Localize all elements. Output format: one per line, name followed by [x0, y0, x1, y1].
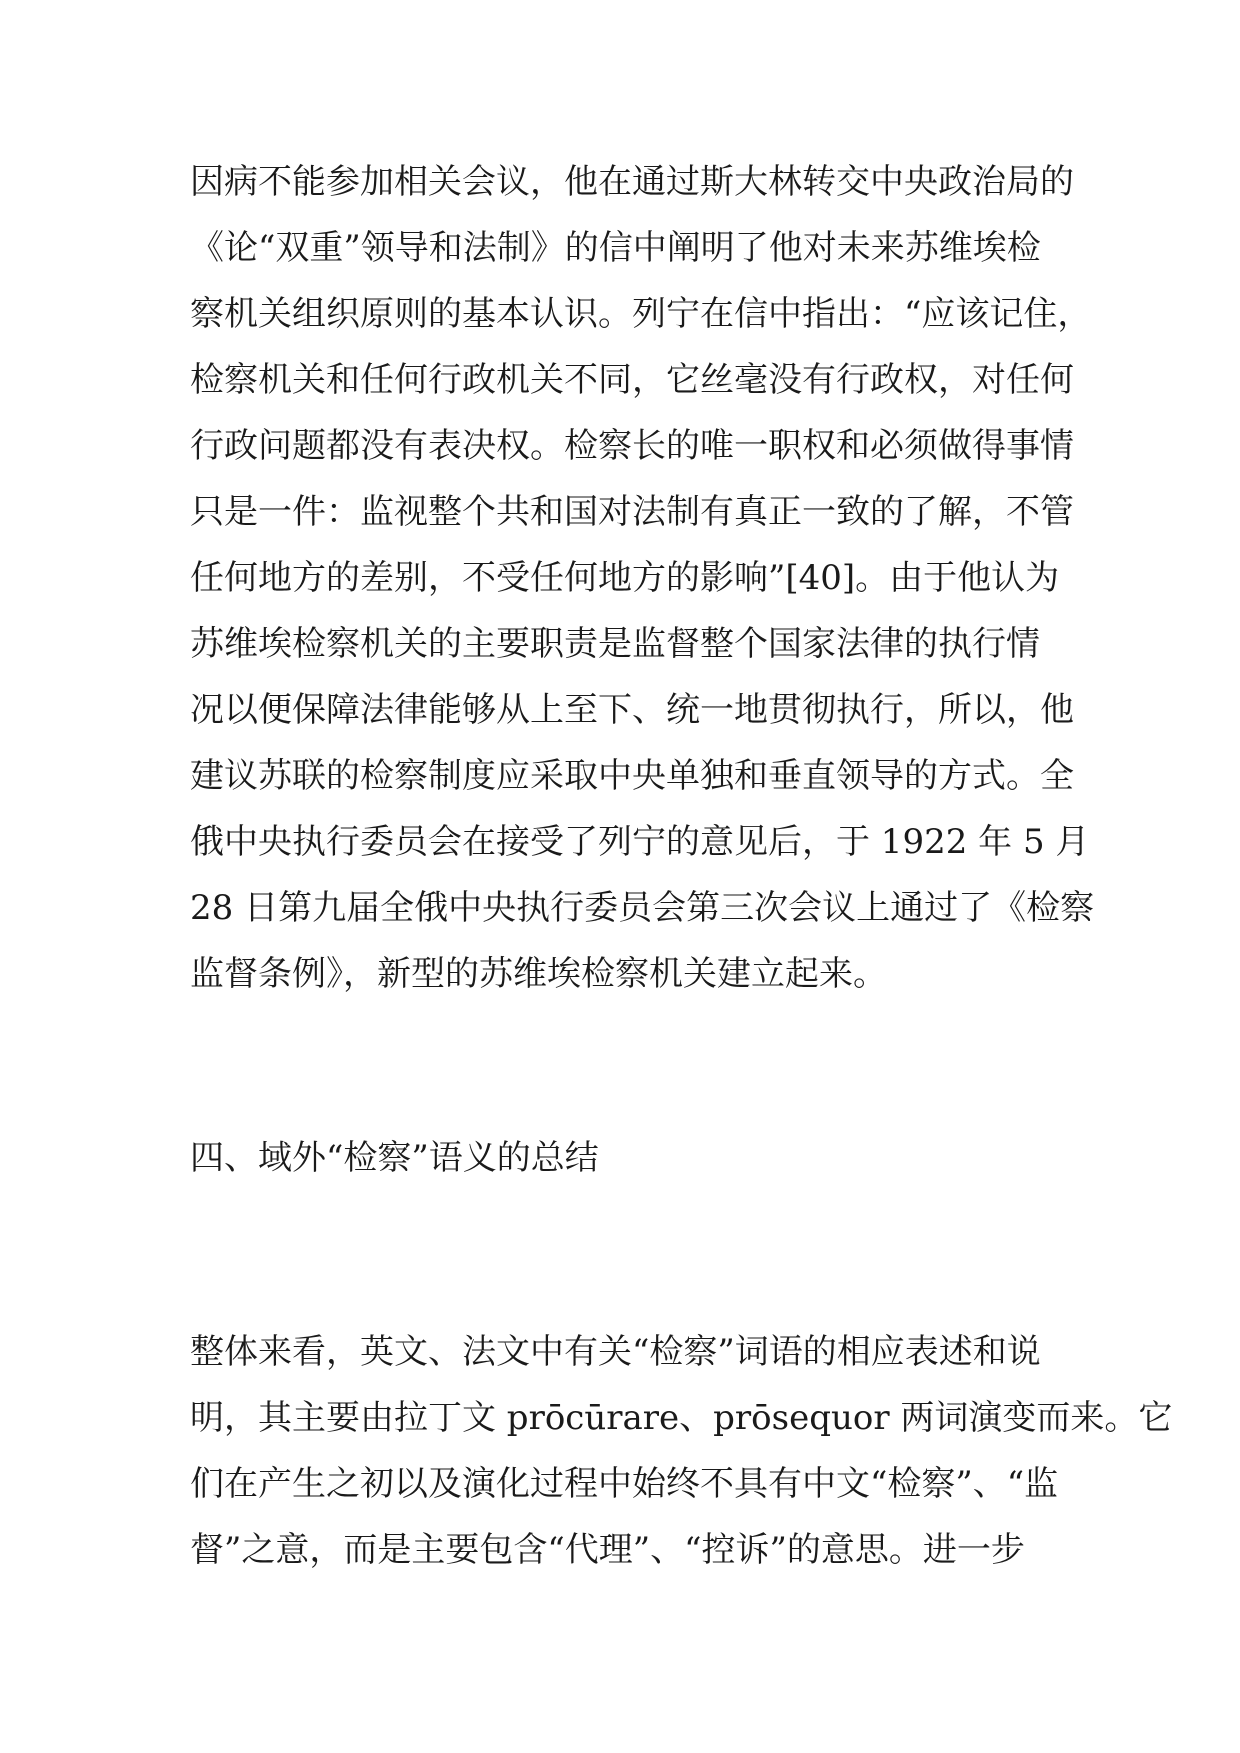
paragraph-line: 俄中央执行委员会在接受了列宁的意见后，于 1922 年 5 月	[190, 822, 1090, 862]
section-heading: 四、域外“检察”语义的总结	[190, 1138, 599, 1178]
paragraph-line: 整体来看，英文、法文中有关“检察”词语的相应表述和说	[190, 1332, 1041, 1372]
paragraph-line: 明，其主要由拉丁文 prōcūrare、prōsequor 两词演变而来。它	[190, 1398, 1173, 1438]
paragraph-line: 苏维埃检察机关的主要职责是监督整个国家法律的执行情	[190, 624, 1040, 664]
paragraph-line: 《论“双重”领导和法制》的信中阐明了他对未来苏维埃检	[190, 228, 1041, 268]
paragraph-line: 督”之意，而是主要包含“代理”、“控诉”的意思。进一步	[190, 1530, 1025, 1570]
paragraph-line: 28 日第九届全俄中央执行委员会第三次会议上通过了《检察	[190, 888, 1095, 928]
paragraph-line: 们在产生之初以及演化过程中始终不具有中文“检察”、“监	[190, 1464, 1059, 1504]
paragraph-line: 检察机关和任何行政机关不同，它丝毫没有行政权，对任何	[190, 360, 1074, 400]
paragraph-line: 因病不能参加相关会议，他在通过斯大林转交中央政治局的	[190, 162, 1074, 202]
paragraph-line: 任何地方的差别，不受任何地方的影响”[40]。由于他认为	[190, 558, 1060, 598]
paragraph-line: 只是一件：监视整个共和国对法制有真正一致的了解，不管	[190, 492, 1074, 532]
paragraph-line: 况以便保障法律能够从上至下、统一地贯彻执行，所以，他	[190, 690, 1074, 730]
paragraph-line: 建议苏联的检察制度应采取中央单独和垂直领导的方式。全	[190, 756, 1074, 796]
paragraph-line: 行政问题都没有表决权。检察长的唯一职权和必须做得事情	[190, 426, 1074, 466]
paragraph-line: 察机关组织原则的基本认识。列宁在信中指出：“应该记住，	[190, 294, 1092, 334]
paragraph-line: 监督条例》，新型的苏维埃检察机关建立起来。	[190, 954, 887, 994]
